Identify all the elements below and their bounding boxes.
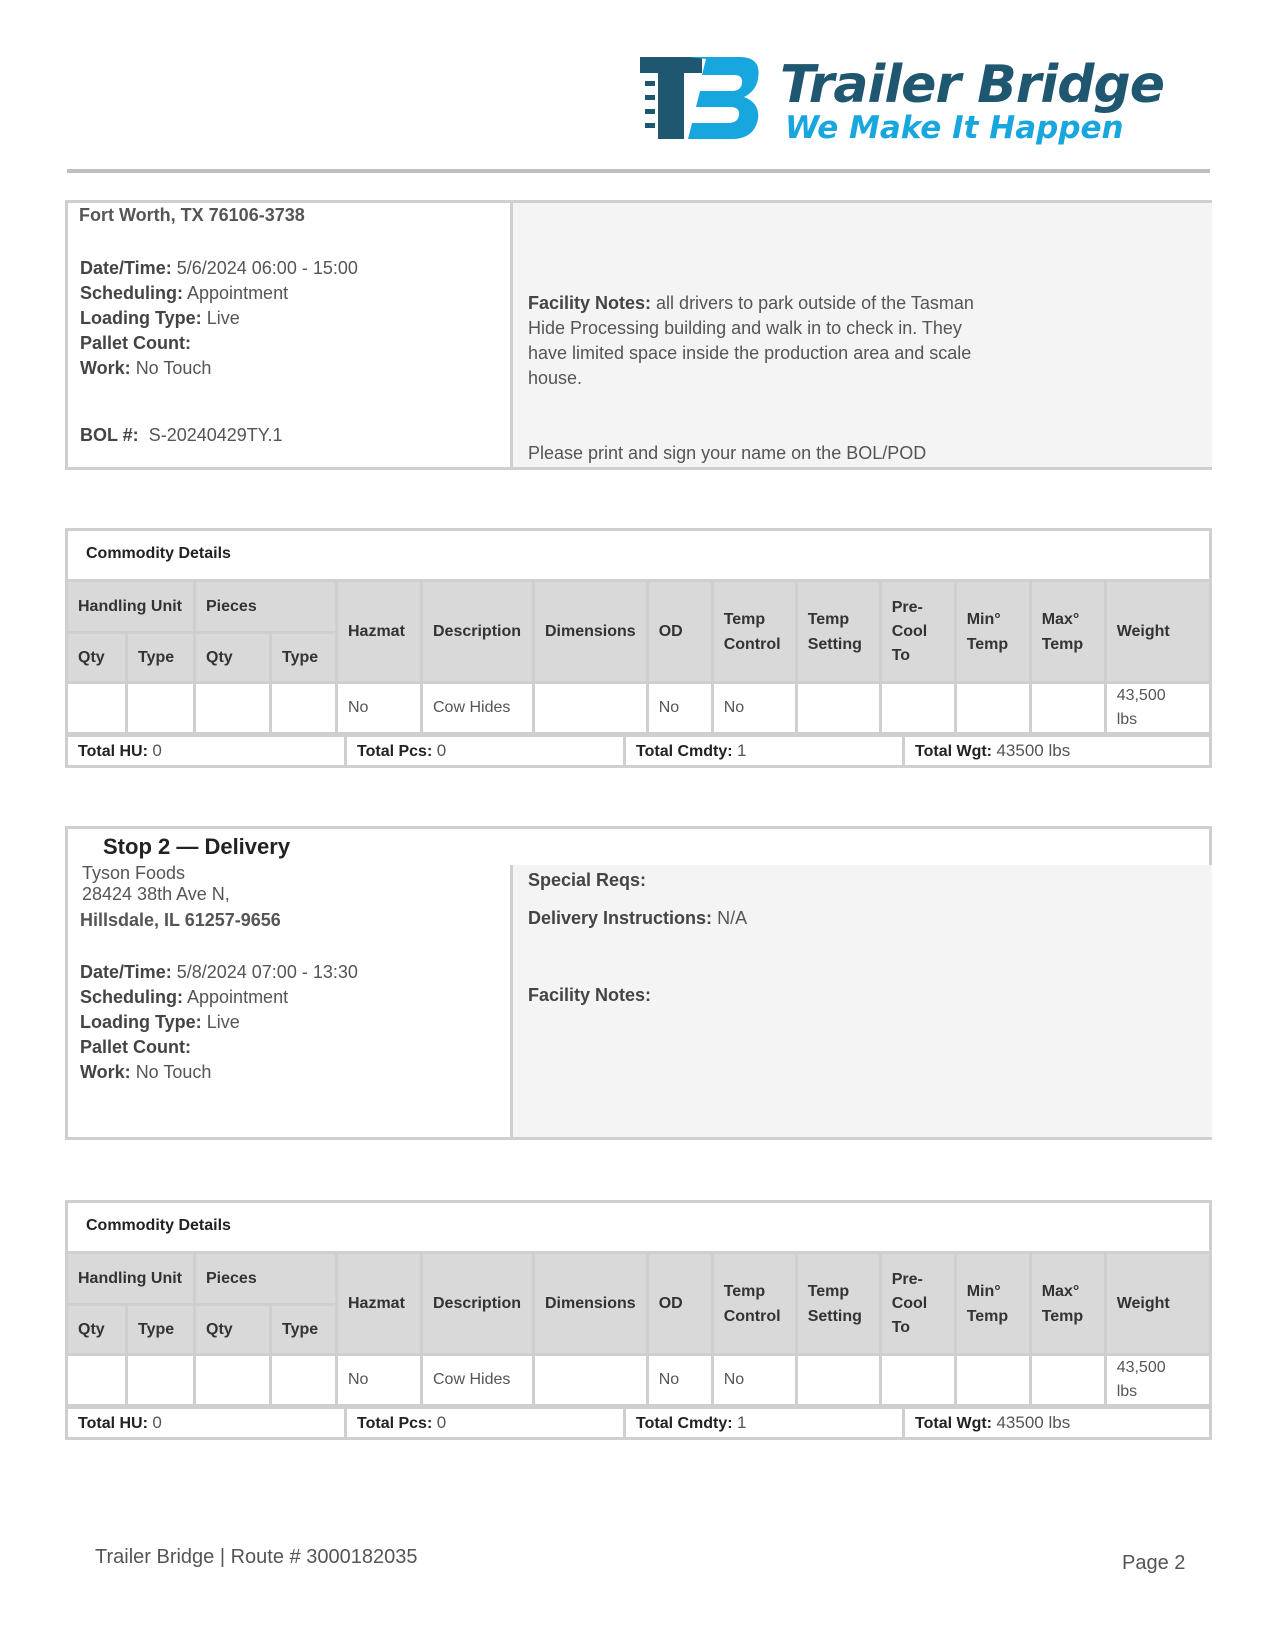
hu-qty-header: Qty [67,633,127,683]
stop1-datetime: Date/Time: 5/6/2024 06:00 - 15:00 [80,258,358,278]
dimensions-cell [534,1355,648,1406]
precool-header: Pre- Cool To [880,1253,955,1355]
pcs-type-header: Type [271,633,337,683]
footer-page-number: Page 2 [1122,1552,1186,1574]
hazmat-cell: No [337,1355,422,1406]
hu-qty-header: Qty [67,1305,127,1355]
header-divider [67,169,1210,173]
stop2-facility-notes: Facility Notes: [528,985,652,1005]
commodity1-table [65,579,1212,735]
stop1-info-box [65,200,1212,470]
hu-type-cell [127,1355,195,1406]
od-cell: No [647,683,712,734]
max-temp-cell [1030,1355,1105,1406]
hu-type-cell [127,683,195,734]
dimensions-header: Dimensions [534,581,648,683]
pieces-header: Pieces [195,581,337,633]
temp-setting-header: Temp Setting [796,581,880,683]
total-pcs: Total Pcs: 0 [344,734,626,768]
total-cmdty: Total Cmdty: 1 [623,734,905,768]
total-hu: Total HU: 0 [65,734,347,768]
description-header: Description [422,1253,534,1355]
stop1-scheduling: Scheduling: Appointment [80,283,289,303]
commodity2-title-box [65,1200,1212,1254]
hazmat-header: Hazmat [337,1253,422,1355]
stop1-loading-type: Loading Type: Live [80,308,240,328]
hu-qty-cell [67,683,127,734]
brand-name: Trailer Bridge [780,55,1164,115]
dimensions-header: Dimensions [534,1253,648,1355]
commodity2-totals [65,1406,1212,1440]
footer-route: Trailer Bridge | Route # 3000182035 [95,1546,418,1568]
od-cell: No [647,1355,712,1406]
od-header: OD [647,581,712,683]
commodity2-table [65,1251,1212,1407]
stop2-delivery-instructions: Delivery Instructions: N/A [528,908,748,928]
stop2-pallet-count: Pallet Count: [80,1037,191,1057]
hazmat-header: Hazmat [337,581,422,683]
temp-setting-cell [796,683,880,734]
pcs-qty-cell [195,1355,271,1406]
commodity1-title-box [65,528,1212,582]
temp-control-header: Temp Control [712,581,796,683]
od-header: OD [647,1253,712,1355]
stop1-facility-notes: Facility Notes: all drivers to park outside of the Tasman Hide Processing building and walk in to check in. They have limited space inside the production area and scale house. [528,293,974,388]
handling-unit-header: Handling Unit [67,1253,195,1305]
min-temp-header: Min° Temp [955,1253,1030,1355]
table-row [67,1355,1211,1406]
stop2-address: 28424 38th Ave N, [82,884,230,904]
stop1-bol: BOL #: S-20240429TY.1 [80,425,283,445]
commodity2-title: Commodity Details [86,1217,231,1234]
weight-cell: 43,500 lbs [1105,683,1210,734]
stop1-pallet-count: Pallet Count: [80,333,191,353]
precool-cell [880,683,955,734]
brand-logo [640,55,1200,150]
pcs-qty-header: Qty [195,633,271,683]
description-header: Description [422,581,534,683]
weight-header: Weight [1105,1253,1210,1355]
weight-header: Weight [1105,581,1210,683]
pcs-qty-cell [195,683,271,734]
stop1-work: Work: No Touch [80,358,212,378]
hu-type-header: Type [127,633,195,683]
stop2-scheduling: Scheduling: Appointment [80,987,289,1007]
hu-type-header: Type [127,1305,195,1355]
pcs-type-header: Type [271,1305,337,1355]
hazmat-cell: No [337,683,422,734]
temp-control-header: Temp Control [712,1253,796,1355]
total-pcs: Total Pcs: 0 [344,1406,626,1440]
temp-control-cell: No [712,1355,796,1406]
max-temp-header: Max° Temp [1030,581,1105,683]
hu-qty-cell [67,1355,127,1406]
stop2-header [65,826,1212,868]
precool-header: Pre- Cool To [880,581,955,683]
min-temp-cell [955,1355,1030,1406]
temp-control-cell: No [712,683,796,734]
tb-logo-icon [640,57,765,142]
total-hu: Total HU: 0 [65,1406,347,1440]
temp-setting-cell [796,1355,880,1406]
pcs-type-cell [271,1355,337,1406]
temp-setting-header: Temp Setting [796,1253,880,1355]
precool-cell [880,1355,955,1406]
commodity1-title: Commodity Details [86,545,231,562]
weight-cell: 43,500 lbs [1105,1355,1210,1406]
stop1-sign-note: Please print and sign your name on the BOL/POD [528,443,927,463]
min-temp-header: Min° Temp [955,581,1030,683]
stop2-title: Stop 2 — Delivery [103,834,291,859]
pcs-qty-header: Qty [195,1305,271,1355]
table-row [67,683,1211,734]
description-cell: Cow Hides [422,1355,534,1406]
min-temp-cell [955,683,1030,734]
description-cell: Cow Hides [422,683,534,734]
brand-tagline: We Make It Happen [785,110,1124,146]
dimensions-cell [534,683,648,734]
pieces-header: Pieces [195,1253,337,1305]
pcs-type-cell [271,683,337,734]
total-wgt: Total Wgt: 43500 lbs [902,734,1212,768]
handling-unit-header: Handling Unit [67,581,195,633]
stop2-loading-type: Loading Type: Live [80,1012,240,1032]
stop2-city-line: Hillsdale, IL 61257-9656 [80,910,281,930]
stop1-city-line: Fort Worth, TX 76106-3738 [79,205,305,225]
max-temp-header: Max° Temp [1030,1253,1105,1355]
stop2-info-box [65,865,1212,1140]
stop2-special-reqs: Special Reqs: [528,870,647,890]
stop2-work: Work: No Touch [80,1062,212,1082]
stop2-datetime: Date/Time: 5/8/2024 07:00 - 13:30 [80,962,358,982]
commodity1-totals [65,734,1212,768]
total-cmdty: Total Cmdty: 1 [623,1406,905,1440]
stop2-company: Tyson Foods [82,863,186,883]
max-temp-cell [1030,683,1105,734]
total-wgt: Total Wgt: 43500 lbs [902,1406,1212,1440]
